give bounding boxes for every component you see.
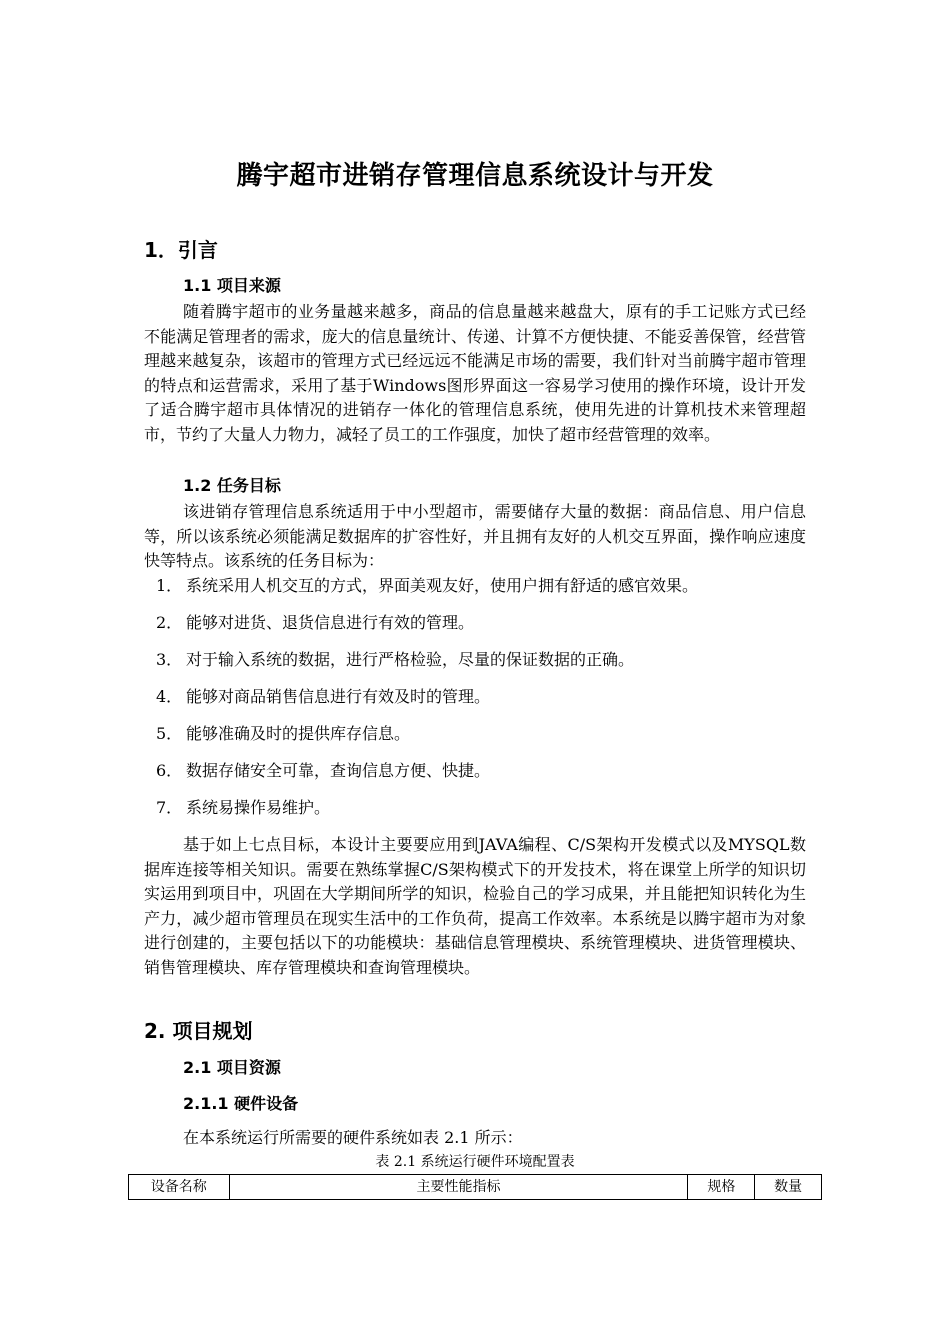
- hardware-intro-text: 在本系统运行所需要的硬件系统如表 2.1 所示：: [183, 1128, 523, 1147]
- list-item-number: 3．: [156, 650, 183, 669]
- list-item-number: 7．: [156, 798, 183, 817]
- list-item-number: 6．: [156, 761, 183, 780]
- document-title: 腾宇超市进销存管理信息系统设计与开发: [236, 161, 714, 191]
- list-item-number: 5．: [156, 724, 183, 743]
- list-item: [156, 722, 410, 746]
- section-heading-intro: 1．引言: [144, 238, 218, 262]
- list-item: [156, 648, 634, 672]
- list-item-text: 系统采用人机交互的方式，界面美观友好，使用户拥有舒适的感官效果。: [186, 576, 699, 595]
- list-item-text: 能够对进货、退货信息进行有效的管理。: [186, 613, 475, 632]
- list-item: [156, 759, 490, 783]
- table-header-cell: 规格: [688, 1175, 755, 1200]
- table-header-cell: 数量: [755, 1175, 822, 1200]
- table-caption: 表 2.1 系统运行硬件环境配置表: [375, 1154, 575, 1170]
- list-item-text: 能够对商品销售信息进行有效及时的管理。: [186, 687, 491, 706]
- subsection-heading-task-goals: 1.2 任务目标: [183, 476, 281, 495]
- list-item: [156, 611, 474, 635]
- subsection-heading-hardware: 2.1.1 硬件设备: [183, 1094, 299, 1113]
- paragraph-summary: 基于如上七点目标，本设计主要要应用到JAVA编程、C/S架构开发模式以及MYSQL数据库连接等相关知识。需要在熟练掌握C/S架构模式下的开发技术，将在课堂上所学的知识切实运用到项目中，巩固在大学期间所学的知识，检验自己的学习成果，并且能把知识转化为生产力，减少超市管理员在现实生活中的工作负荷，提高工作效率。本系统是以腾宇超市为对象进行创建的，主要包括以下的功能模块：基础信息管理模块、系统管理模块、进货管理模块、销售管理模块、库存管理模块和查询管理模块。: [144, 835, 806, 977]
- table-header-cell: 主要性能指标: [229, 1175, 688, 1200]
- subsection-heading-project-resources: 2.1 项目资源: [183, 1058, 281, 1077]
- list-item-text: 数据存储安全可靠，查询信息方便、快捷。: [186, 761, 491, 780]
- table-header-cell: 设备名称: [129, 1175, 230, 1200]
- paragraph-task-goals: 该进销存管理信息系统适用于中小型超市，需要储存大量的数据：商品信息、用户信息等，所以该系统必须能满足数据库的扩容性好，并且拥有友好的人机交互界面，操作响应速度快等特点。该系统的任务目标为：: [144, 502, 806, 571]
- subsection-heading-project-source: 1.1 项目来源: [183, 276, 281, 295]
- list-item-text: 对于输入系统的数据，进行严格检验，尽量的保证数据的正确。: [186, 650, 635, 669]
- list-item-text: 系统易操作易维护。: [186, 798, 331, 817]
- list-item: [156, 685, 490, 709]
- hardware-table: [128, 1174, 822, 1200]
- list-item-number: 1．: [156, 576, 183, 595]
- list-item-text: 能够准确及时的提供库存信息。: [186, 724, 411, 743]
- paragraph-project-source: 随着腾宇超市的业务量越来越多，商品的信息量越来越盘大，原有的手工记账方式已经不能满足管理者的需求，庞大的信息量统计、传递、计算不方便快捷、不能妥善保管，经营管理越来越复杂，该超市的管理方式已经远远不能满足市场的需要，我们针对当前腾宇超市管理的特点和运营需求，采用了基于Windows图形界面这一容易学习使用的操作环境，设计开发了适合腾宇超市具体情况的进销存一体化的管理信息系统，使用先进的计算机技术来管理超市，节约了大量人力物力，减轻了员工的工作强度，加快了超市经营管理的效率。: [144, 302, 806, 444]
- table-header-row: [129, 1175, 822, 1200]
- section-heading-project-planning: 2. 项目规划: [144, 1019, 253, 1043]
- list-item: [156, 796, 330, 820]
- list-item-number: 2．: [156, 613, 183, 632]
- list-item-number: 4．: [156, 687, 183, 706]
- list-item: [156, 574, 698, 598]
